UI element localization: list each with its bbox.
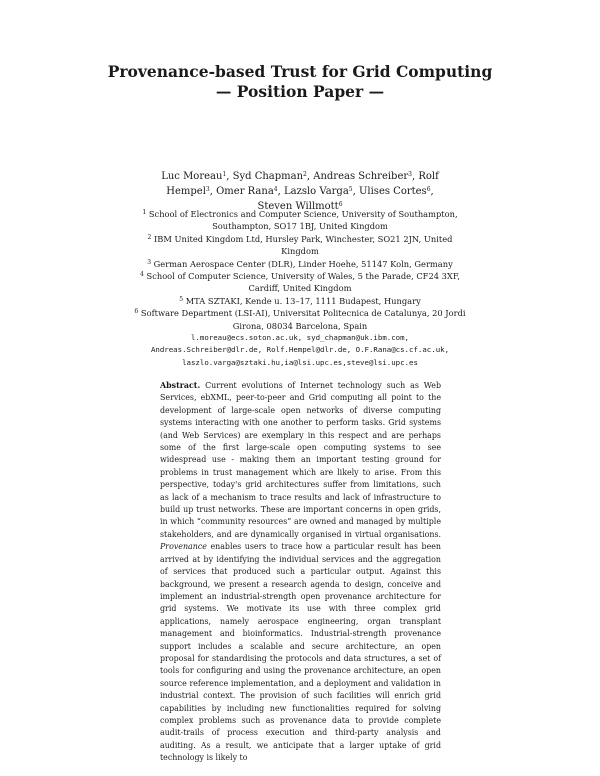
author: Andreas Schreiber$^3$, bbox=[313, 171, 419, 182]
author: Rolf Hempel$^3$, bbox=[166, 171, 439, 197]
abstract-italic-term: Provenance bbox=[160, 542, 207, 552]
author: Ulises Cortes$^6$, bbox=[358, 186, 434, 197]
author: Lazslo Varga$^5$, bbox=[283, 186, 359, 197]
paper-title-line-1: Provenance-based Trust for Grid Computing bbox=[107, 62, 493, 81]
email-line: Andreas.Schreiber@dlr.de, Rolf.Hempel@dlr.de, O.F.Rana@cs.cf.ac.uk, bbox=[150, 345, 450, 355]
author: Luc Moreau$^1$, bbox=[161, 171, 233, 182]
author: Steven Willmott$^6$ bbox=[257, 201, 343, 212]
affiliation: $^4$ School of Computer Science, University of Wales, 5 the Parade, CF24 3XF, Cardiff, United Kingdom bbox=[140, 271, 460, 294]
affiliation: $^3$ German Aerospace Center (DLR), Linder Hoehe, 51147 Koln, Germany bbox=[147, 258, 453, 269]
affiliation: $^2$ IBM United Kingdom Ltd, Hursley Park, Winchester, SO21 2JN, United Kingdom bbox=[147, 233, 453, 257]
abstract-text-part-1: Current evolutions of Internet technology such as Web Services, ebXML, peer-to-peer and Grid computing all point to the development of large-scale open networks of diverse computing systems interacting with one another to perform tasks. Grid systems (and Web Services) are exemplary in this respect and are perhaps some of the first large-scale open computing systems to see widespread use - making them an important testing ground for problems in trust management which are likely to arise. From this perspective, today's grid architectures suffer from limitations, such as lack of a mechanism to trace results and lack of infrastructure to build up trust networks. These are important concerns in open grids, in which “community resources” are owned and managed by multiple stakeholders, and are dynamically organised in virtual organisations. bbox=[160, 381, 441, 539]
affiliation: $^1$ School of Electronics and Computer Science, University of Southampton, Southampton, SO17 1BJ, United Kingdom bbox=[142, 209, 458, 232]
email-list bbox=[130, 332, 470, 369]
affiliation-list bbox=[130, 208, 470, 369]
author: Syd Chapman$^2$, bbox=[232, 171, 314, 182]
abstract-label: Abstract. bbox=[160, 381, 201, 390]
paper-title-line-2: — Position Paper — bbox=[215, 82, 385, 101]
email-line: laszlo.varga@sztaki.hu,ia@lsi.upc.es,steve@lsi.upc.es bbox=[182, 357, 418, 367]
email-line: l.moreau@ecs.soton.ac.uk, syd_chapman@uk.ibm.com, bbox=[190, 333, 410, 343]
affiliation: $^5$ MTA SZTAKI, Kende u. 13–17, 1111 Budapest, Hungary bbox=[179, 295, 421, 306]
abstract bbox=[160, 380, 441, 765]
abstract-text-part-2: enables users to trace how a particular result has been arrived at by identifying the individual services and the aggregation of services that produced such a particular output. Against this background, we present a research agenda to design, conceive and implement an industrial-strength open provenance architecture for grid systems. We motivate its use with three complex grid applications, namely aerospace engineering, organ transplant management and bioinformatics. Industrial-strength provenance support includes a scalable and secure architecture, an open proposal for standardising the protocols and data structures, a set of tools for configuring and using the provenance architecture, an open source reference implementation, and a deployment and validation in industrial context. The provision of such facilities will enrich grid capabilities by including new functionalities required for solving complex problems such as provenance data to provide complete audit-trails of process execution and third-party analysis and auditing. As a result, we anticipate that a larger uptake of grid technology is likely to bbox=[160, 542, 441, 763]
affiliation: $^6$ Software Department (LSI-AI), Universitat Politecnica de Catalunya, 20 Jordi Girona, 08034 Barcelona, Spain bbox=[134, 308, 466, 331]
author: Omer Rana$^4$, bbox=[216, 186, 284, 197]
